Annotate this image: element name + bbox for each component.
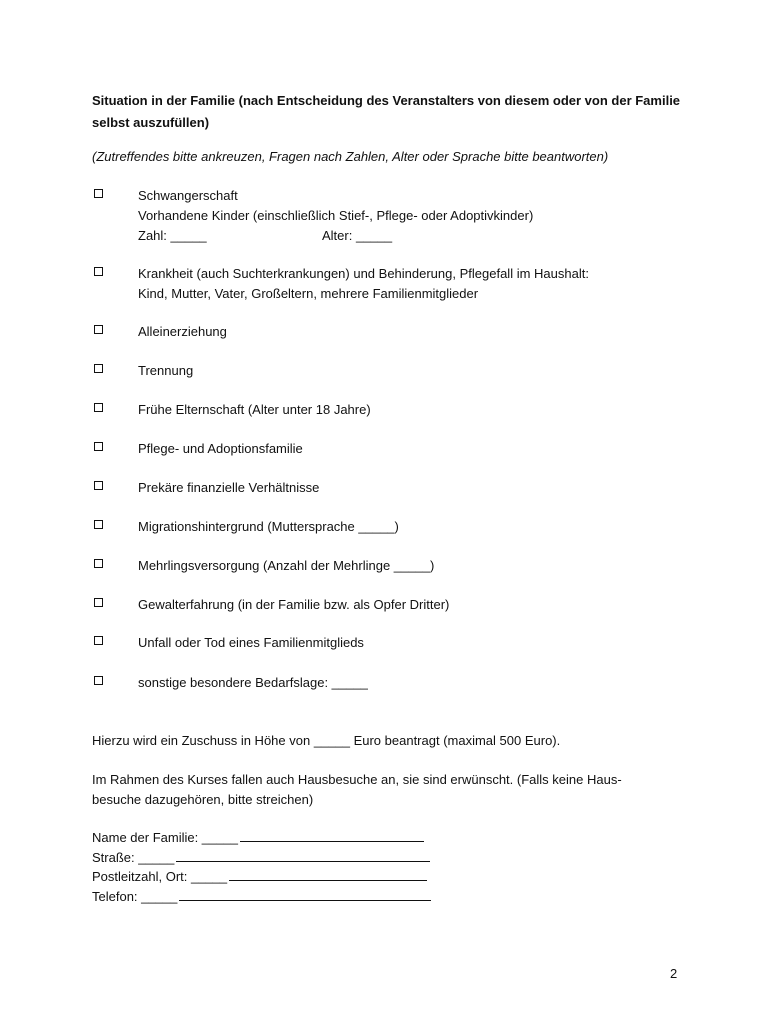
checkbox[interactable] [94, 520, 103, 529]
alter-field[interactable]: Alter: _____ [322, 228, 393, 243]
checkbox[interactable] [94, 559, 103, 568]
checkbox[interactable] [94, 403, 103, 412]
instructions-text: (Zutreffendes bitte ankreuzen, Fragen nach Zahlen, Alter oder Sprache bitte beantworten) [92, 149, 609, 164]
item-sublabel: Vorhandene Kinder (einschließlich Stief-, Pflege- oder Adoptivkinder) [138, 208, 534, 223]
item-label: Prekäre finanzielle Verhältnisse [138, 480, 320, 495]
item-sublabel: Kind, Mutter, Vater, Großeltern, mehrere Familienmitglieder [138, 286, 479, 301]
strasse-input-line[interactable] [176, 849, 430, 862]
item-label: Unfall oder Tod eines Familienmitglieds [138, 635, 364, 650]
item-label: Alleinerziehung [138, 324, 227, 339]
name-input-line[interactable] [240, 829, 424, 842]
hausbesuche-text [92, 770, 692, 810]
item-label: Pflege- und Adoptionsfamilie [138, 441, 303, 456]
item-label: sonstige besondere Bedarfslage: _____ [138, 675, 368, 690]
strasse-label: Straße: _____ [92, 849, 175, 865]
item-label: Migrationshintergrund (Muttersprache _____) [138, 519, 399, 534]
telefon-label: Telefon: _____ [92, 888, 178, 904]
plz-input-line[interactable] [229, 868, 427, 881]
strasse-field-row[interactable] [92, 848, 492, 868]
plz-field-row[interactable] [92, 867, 492, 887]
checkbox[interactable] [94, 364, 103, 373]
checkbox[interactable] [94, 598, 103, 607]
hausbesuche-line-2: besuche dazugehören, bitte streichen) [92, 792, 314, 807]
checkbox[interactable] [94, 676, 103, 685]
item-label: Krankheit (auch Suchterkrankungen) und Behinderung, Pflegefall im Haushalt: [138, 266, 589, 281]
zuschuss-text: Hierzu wird ein Zuschuss in Höhe von _____ Euro beantragt (maximal 500 Euro). [92, 733, 561, 748]
page-number: 2 [670, 966, 678, 981]
address-block [92, 828, 492, 906]
telefon-field-row[interactable] [92, 887, 492, 907]
item-label: Trennung [138, 363, 194, 378]
item-label: Frühe Elternschaft (Alter unter 18 Jahre) [138, 402, 371, 417]
name-label: Name der Familie: _____ [92, 830, 238, 845]
checkbox[interactable] [94, 325, 103, 334]
telefon-input-line[interactable] [179, 888, 431, 901]
name-field-row[interactable] [92, 828, 492, 848]
checkbox[interactable] [94, 189, 103, 198]
checkbox[interactable] [94, 442, 103, 451]
hausbesuche-line-1: Im Rahmen des Kurses fallen auch Hausbesuche an, sie sind erwünscht. (Falls keine Haus- [92, 772, 622, 787]
plz-label: Postleitzahl, Ort: _____ [92, 869, 228, 884]
zahl-field[interactable]: Zahl: _____ [138, 228, 207, 243]
checkbox[interactable] [94, 636, 103, 645]
item-label: Mehrlingsversorgung (Anzahl der Mehrlinge _____) [138, 558, 435, 573]
checkbox[interactable] [94, 481, 103, 490]
checkbox[interactable] [94, 267, 103, 276]
item-label: Gewalterfahrung (in der Familie bzw. als Opfer Dritter) [138, 597, 450, 612]
item-label: Schwangerschaft [138, 188, 238, 203]
section-heading: Situation in der Familie (nach Entscheidung des Veranstalters von diesem oder von der Familie selbst auszufüllen) [92, 93, 681, 130]
